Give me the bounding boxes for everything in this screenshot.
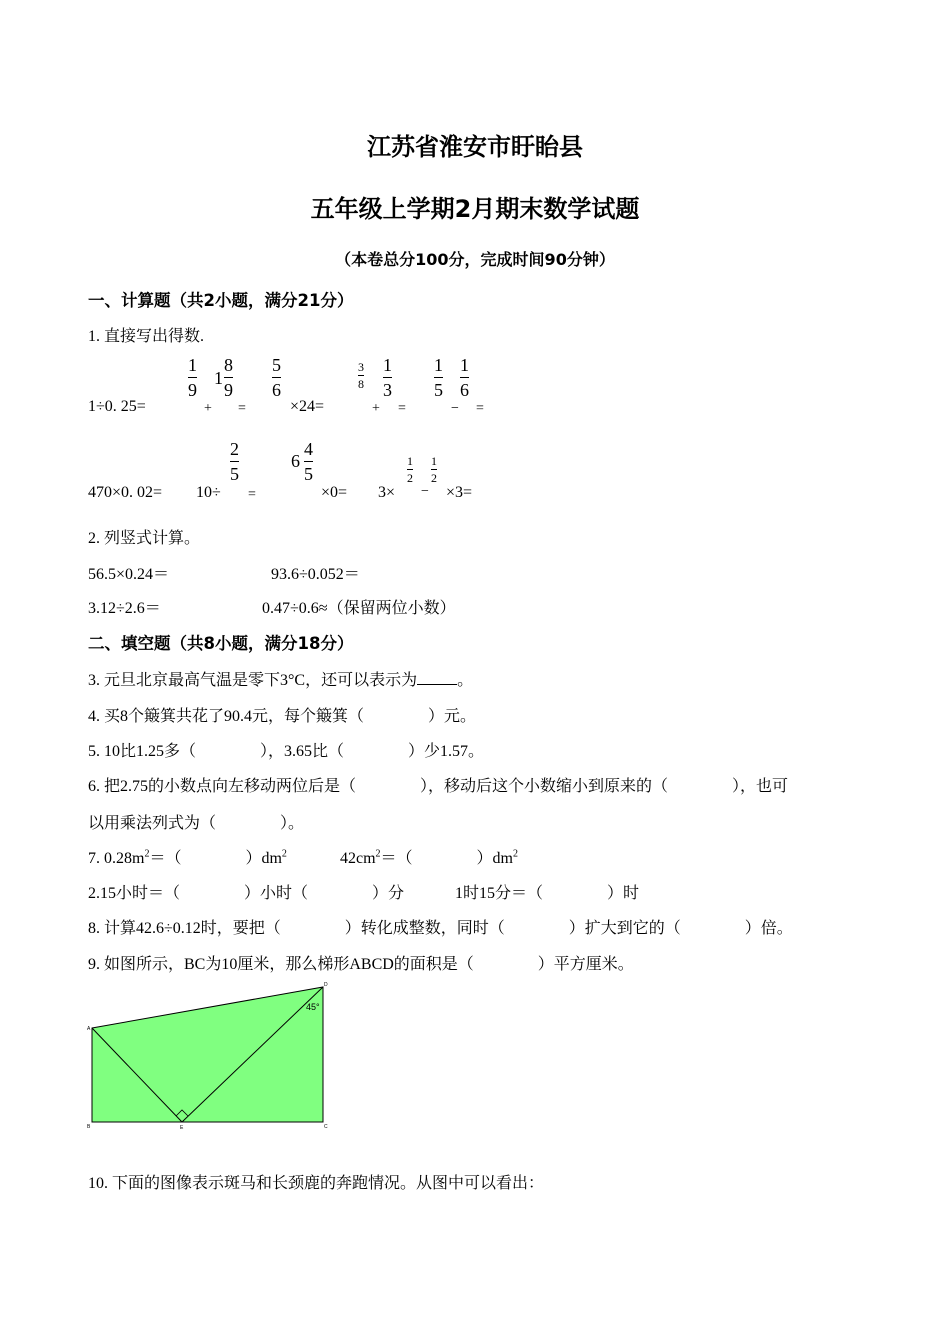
minus-sign: − [421, 484, 429, 499]
q1-r1-a: 1÷0. 25= [88, 398, 146, 415]
q1-r2-t9: ×3= [446, 484, 473, 501]
minus-sign: − [451, 401, 459, 416]
fraction: 3 8 [358, 360, 364, 391]
q4: 4. 买8个簸箕共花了90.4元，每个簸箕（ ）元。 [88, 708, 477, 725]
point-b-label: B [87, 1124, 91, 1130]
q10: 10. 下面的图像表示斑马和长颈鹿的奔跑情况。从图中可以看出： [88, 1175, 545, 1192]
fraction: 4 5 [304, 439, 313, 484]
q3: 3. 元旦北京最高气温是零下3°C，还可以表示为 。 [88, 672, 474, 689]
q2-label: 2. 列竖式计算。 [88, 530, 201, 547]
q1-label: 1. 直接写出得数. [88, 328, 205, 345]
mixed-whole: 1 [214, 368, 223, 388]
equals-sign: = [398, 401, 406, 416]
fraction: 8 9 [224, 355, 233, 400]
q2-b: 93.6÷0.052＝ [271, 566, 360, 583]
q2-d: 0.47÷0.6≈（保留两位小数） [262, 600, 456, 617]
q1-r2-c: 3× [378, 484, 396, 501]
q2-c: 3.12÷2.6＝ [88, 600, 161, 617]
point-e-label: E [180, 1125, 184, 1131]
fraction: 1 3 [383, 355, 392, 400]
q6-line2: 以用乘法列式为（ ）。 [88, 815, 305, 832]
exam-note: （本卷总分100分，完成时间90分钟） [335, 250, 615, 269]
fraction: 1 9 [188, 355, 197, 400]
fraction: 2 5 [230, 439, 239, 484]
q7-c: 2.15小时＝（ ）小时（ ）分 [88, 885, 405, 902]
q5: 5. 10比1.25多（ ），3.65比（ ）少1.57。 [88, 743, 485, 760]
q1-r2-a: 470×0. 02= [88, 484, 163, 501]
fraction: 5 6 [272, 355, 281, 400]
equals-sign: = [238, 401, 246, 416]
point-d-label: D [324, 982, 328, 988]
section2-heading: 二、填空题（共8小题，满分18分） [88, 634, 354, 653]
mixed-whole: 6 [291, 451, 300, 471]
q2-a: 56.5×0.24＝ [88, 566, 170, 583]
trapezoid-figure [84, 980, 334, 1132]
section1-heading: 一、计算题（共2小题，满分21分） [88, 291, 354, 310]
q8: 8. 计算42.6÷0.12时，要把（ ）转化成整数，同时（ ）扩大到它的（ ）倍。 [88, 920, 793, 937]
plus-sign: + [372, 401, 380, 416]
angle-label: 45° [306, 1002, 320, 1012]
q7-d: 1时15分＝（ ）时 [455, 885, 640, 902]
q6-line1: 6. 把2.75的小数点向左移动两位后是（ ），移动后这个小数缩小到原来的（ ），也可 [88, 778, 789, 795]
fraction: 1 2 [431, 454, 437, 485]
q7-b: $42cm^2=$（ ）$dm^2$ [340, 848, 518, 867]
plus-sign: + [204, 401, 212, 416]
q7-a: 7. $0.28m^2=$（ ）$dm^2$ [88, 848, 287, 867]
q1-r1-t2: ×24= [290, 398, 325, 415]
trapezoid-abcd [92, 987, 323, 1122]
q1-r2-b: 10÷ [196, 484, 221, 501]
fraction: 1 2 [407, 454, 413, 485]
point-c-label: C [324, 1124, 328, 1130]
fraction: 1 5 [434, 355, 443, 400]
equals-sign: = [476, 401, 484, 416]
fraction: 1 6 [460, 355, 469, 400]
page-subtitle: 五年级上学期2月期末数学试题 [310, 195, 640, 223]
equals-sign: = [248, 487, 256, 502]
q1-r2-t8: ×0= [321, 484, 348, 501]
page-title: 江苏省淮安市盱眙县 [367, 133, 583, 161]
point-a-label: A [87, 1026, 91, 1032]
q9: 9. 如图所示，BC为10厘米，那么梯形ABCD的面积是（ ）平方厘米。 [88, 956, 634, 973]
